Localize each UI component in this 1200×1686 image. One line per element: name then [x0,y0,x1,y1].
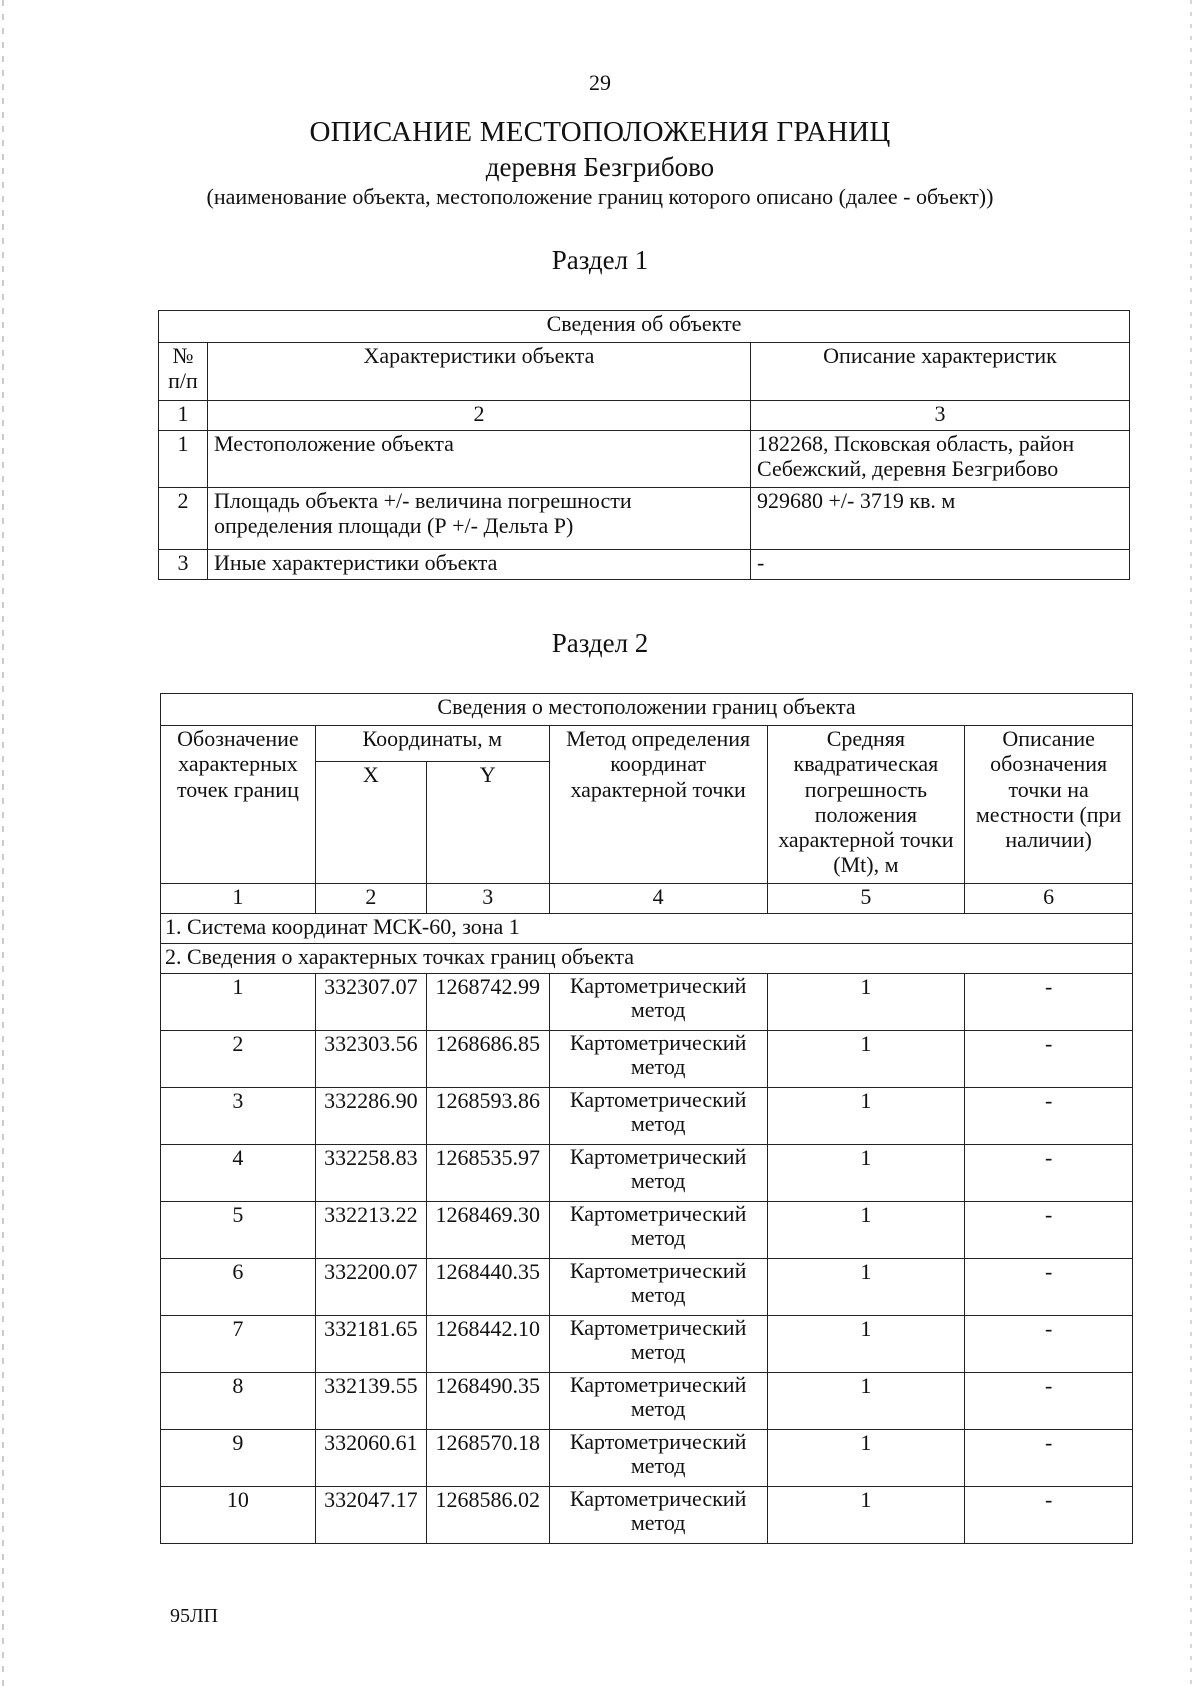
y-coordinate-cell: 1268593.86 [426,1088,549,1145]
description-cell: - [751,550,1130,580]
table-row [161,1031,1133,1088]
row-number: 3 [159,550,208,580]
section2-heading: Раздел 2 [551,628,649,658]
method-cell: Картометрический метод [549,1259,767,1316]
method-cell: Картометрический метод [549,1088,767,1145]
method-cell: Картометрический метод [549,1202,767,1259]
table-row [161,1373,1133,1430]
x-coordinate-cell: 332047.17 [315,1487,426,1544]
y-coordinate-cell: 1268442.10 [426,1316,549,1373]
point-number-cell: 9 [161,1430,316,1487]
column-number: 3 [751,401,1130,431]
point-description-cell: - [965,1145,1133,1202]
col-header-description: Описание характеристик [751,343,1130,401]
col-header-coordinates: Координаты, м [315,726,549,762]
y-coordinate-cell: 1268742.99 [426,974,549,1031]
y-coordinate-cell: 1268440.35 [426,1259,549,1316]
footer-code: 95ЛП [170,1605,219,1627]
description-cell: 929680 +/- 3719 кв. м [751,488,1130,550]
mt-cell: 1 [767,1430,965,1487]
col-header-x: X [315,762,426,884]
point-description-cell: - [965,1088,1133,1145]
point-number-cell: 4 [161,1145,316,1202]
method-cell: Картометрический метод [549,1487,767,1544]
table-row [161,1259,1133,1316]
points-heading-row: 2. Сведения о характерных точках границ объекта [161,944,1133,974]
table-row [161,1487,1133,1544]
point-number-cell: 6 [161,1259,316,1316]
method-cell: Картометрический метод [549,974,767,1031]
mt-cell: 1 [767,1487,965,1544]
x-coordinate-cell: 332200.07 [315,1259,426,1316]
characteristic-cell: Местоположение объекта [208,431,751,488]
x-coordinate-cell: 332213.22 [315,1202,426,1259]
x-coordinate-cell: 332303.56 [315,1031,426,1088]
x-coordinate-cell: 332060.61 [315,1430,426,1487]
x-coordinate-cell: 332286.90 [315,1088,426,1145]
column-number: 2 [315,884,426,914]
document-title: ОПИСАНИЕ МЕСТОПОЛОЖЕНИЯ ГРАНИЦ [309,116,891,148]
table-row [161,974,1133,1031]
method-cell: Картометрический метод [549,1430,767,1487]
column-number: 1 [159,401,208,431]
object-info-table [158,310,1130,580]
table-title: Сведения о местоположении границ объекта [161,694,1133,726]
table-row [161,1316,1133,1373]
x-coordinate-cell: 332181.65 [315,1316,426,1373]
col-header-point: Обозначение характерных точек границ [161,726,316,884]
col-header-characteristic: Характеристики объекта [208,343,751,401]
point-number-cell: 1 [161,974,316,1031]
y-coordinate-cell: 1268686.85 [426,1031,549,1088]
point-description-cell: - [965,1202,1133,1259]
y-coordinate-cell: 1268490.35 [426,1373,549,1430]
section1-heading: Раздел 1 [551,245,649,275]
table-title: Сведения об объекте [159,311,1130,343]
mt-cell: 1 [767,1316,965,1373]
characteristic-cell: Площадь объекта +/- величина погрешности определения площади (Р +/- Дельта Р) [208,488,751,550]
row-number: 2 [159,488,208,550]
point-description-cell: - [965,1031,1133,1088]
point-number-cell: 5 [161,1202,316,1259]
row-number: 1 [159,431,208,488]
mt-cell: 1 [767,1259,965,1316]
method-cell: Картометрический метод [549,1031,767,1088]
point-description-cell: - [965,1430,1133,1487]
mt-cell: 1 [767,1031,965,1088]
mt-cell: 1 [767,1373,965,1430]
method-cell: Картометрический метод [549,1373,767,1430]
point-description-cell: - [965,1259,1133,1316]
coord-system-row: 1. Система координат МСК-60, зона 1 [161,914,1133,944]
object-caption: (наименование объекта, местоположение границ которого описано (далее - объект)) [206,184,994,209]
col-header-y: Y [426,762,549,884]
point-description-cell: - [965,1487,1133,1544]
point-description-cell: - [965,1373,1133,1430]
point-number-cell: 3 [161,1088,316,1145]
point-number-cell: 7 [161,1316,316,1373]
description-cell: 182268, Псковская область, район Себежский, деревня Безгрибово [751,431,1130,488]
y-coordinate-cell: 1268469.30 [426,1202,549,1259]
boundary-points-table [160,693,1133,1544]
column-number: 4 [549,884,767,914]
column-number: 1 [161,884,316,914]
y-coordinate-cell: 1268535.97 [426,1145,549,1202]
point-description-cell: - [965,1316,1133,1373]
mt-cell: 1 [767,974,965,1031]
object-name: деревня Безгрибово [485,152,715,182]
point-description-cell: - [965,974,1133,1031]
points-body [161,974,1133,1544]
x-coordinate-cell: 332139.55 [315,1373,426,1430]
table-row [161,1202,1133,1259]
table-row [161,1430,1133,1487]
table-row [161,1145,1133,1202]
col-header-mt: Средняя квадратическая погрешность положения характерной точки (Mt), м [767,726,965,884]
mt-cell: 1 [767,1202,965,1259]
mt-cell: 1 [767,1088,965,1145]
page-number: 29 [589,70,611,95]
col-header-method: Метод определения координат характерной точки [549,726,767,884]
column-number: 2 [208,401,751,431]
point-number-cell: 8 [161,1373,316,1430]
mt-cell: 1 [767,1145,965,1202]
column-number: 6 [965,884,1133,914]
col-header-no: № п/п [159,343,208,401]
method-cell: Картометрический метод [549,1316,767,1373]
point-number-cell: 10 [161,1487,316,1544]
y-coordinate-cell: 1268586.02 [426,1487,549,1544]
point-number-cell: 2 [161,1031,316,1088]
column-number: 3 [426,884,549,914]
table-row [161,1088,1133,1145]
x-coordinate-cell: 332307.07 [315,974,426,1031]
col-header-point-description: Описание обозначения точки на местности (при наличии) [965,726,1133,884]
method-cell: Картометрический метод [549,1145,767,1202]
y-coordinate-cell: 1268570.18 [426,1430,549,1487]
x-coordinate-cell: 332258.83 [315,1145,426,1202]
column-number: 5 [767,884,965,914]
characteristic-cell: Иные характеристики объекта [208,550,751,580]
